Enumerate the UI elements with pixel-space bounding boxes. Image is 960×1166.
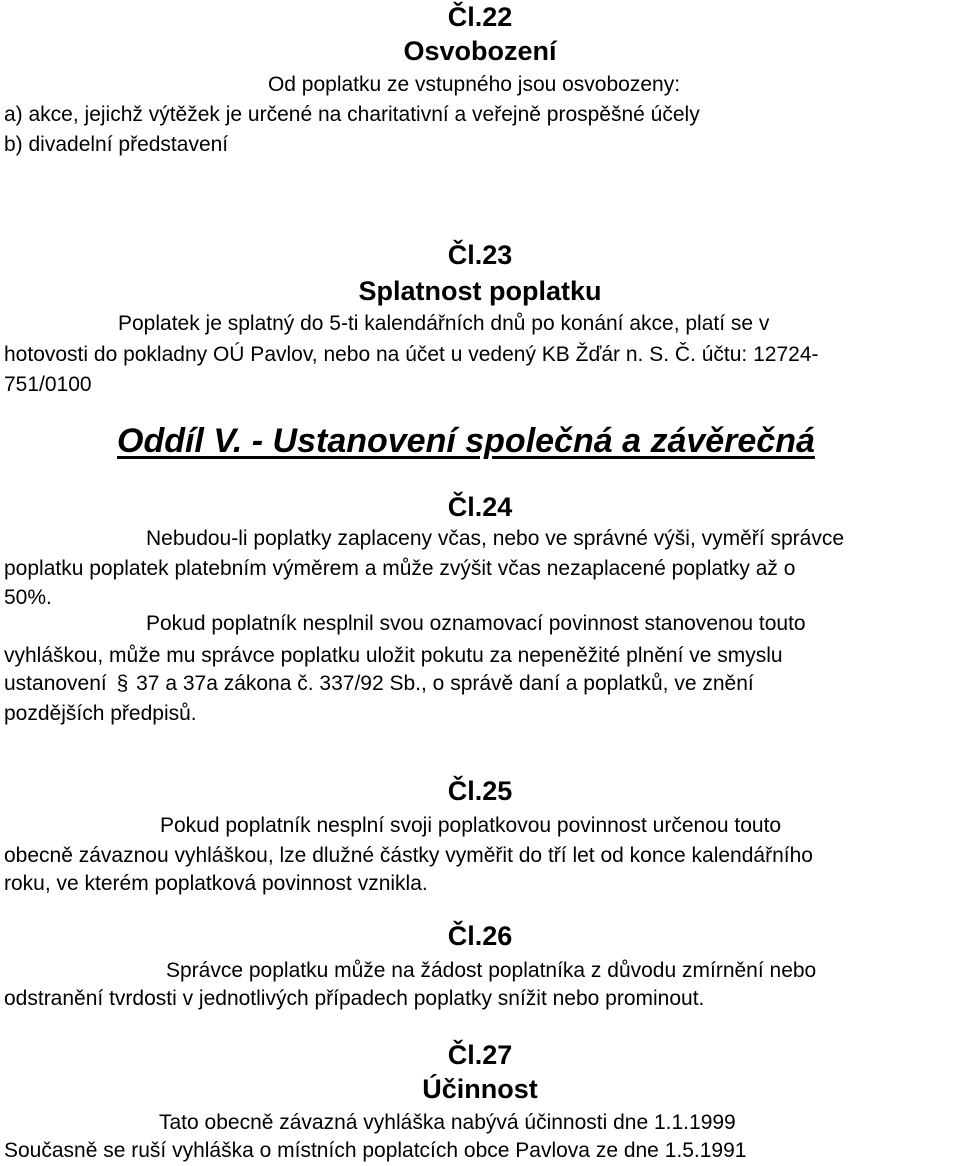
article-23-line-1: Poplatek je splatný do 5-ti kalendářních dnů po konání akce, platí se v <box>118 312 770 335</box>
article-24-p2-line-4: pozdějších předpisů. <box>4 702 197 725</box>
article-23-number: Čl.23 <box>447 240 513 270</box>
article-22-number: Čl.22 <box>447 2 513 32</box>
article-25-number: Čl.25 <box>447 776 513 806</box>
article-22-item-b: b) divadelní představení <box>4 133 229 156</box>
article-25-line-3: roku, ve kterém poplatková povinnost vznikla. <box>4 872 428 895</box>
article-24-number: Čl.24 <box>447 492 513 522</box>
article-23-title: Splatnost poplatku <box>358 276 602 306</box>
article-27-number: Čl.27 <box>447 1040 513 1070</box>
article-22-item-a: a) akce, jejichž výtěžek je určené na charitativní a veřejně prospěšné účely <box>4 103 700 126</box>
article-24-p1-line-3: 50%. <box>4 586 52 609</box>
article-24-p2-line-3-end: 37 a 37a zákona č. 337/92 Sb., o správě daní a poplatků, ve znění <box>136 672 754 695</box>
article-24-p2-line-1: Pokud poplatník nesplnil svou oznamovací povinnost stanovenou touto <box>146 612 806 635</box>
article-23-line-3: 751/0100 <box>4 373 92 396</box>
article-27-line-2: Současně se ruší vyhláška o místních poplatcích obce Pavlova ze dne 1.5.1991 <box>4 1139 747 1162</box>
section-5-heading: Oddíl V. - Ustanovení společná a závěrečná <box>117 422 815 460</box>
article-27-line-1: Tato obecně závazná vyhláška nabývá účinnosti dne 1.1.1999 <box>159 1111 736 1134</box>
article-22-title: Osvobození <box>403 36 557 66</box>
section-sign: § <box>116 672 129 695</box>
article-24-p2-line-3 <box>4 673 754 694</box>
article-22-intro: Od poplatku ze vstupného jsou osvobozeny: <box>267 73 681 96</box>
article-27-title: Účinnost <box>422 1074 538 1104</box>
article-26-line-1: Správce poplatku může na žádost poplatníka z důvodu zmírnění nebo <box>166 959 817 982</box>
article-23-line-2: hotovosti do pokladny OÚ Pavlov, nebo na účet u vedený KB Žďár n. S. Č. účtu: 12724- <box>4 343 819 366</box>
article-24-p1-line-2: poplatku poplatek platebním výměrem a může zvýšit včas nezaplacené poplatky až o <box>4 557 796 580</box>
article-26-number: Čl.26 <box>447 921 513 951</box>
article-24-p1-line-1: Nebudou-li poplatky zaplaceny včas, nebo ve správné výši, vyměří správce <box>146 527 845 550</box>
article-25-line-1: Pokud poplatník nesplní svoji poplatkovou povinnost určenou touto <box>160 814 782 837</box>
article-26-line-2: odstranění tvrdosti v jednotlivých případech poplatky snížit nebo prominout. <box>4 987 705 1010</box>
article-24-p2-line-3-start: ustanovení <box>4 672 107 695</box>
article-24-p2-line-2: vyhláškou, může mu správce poplatku uložit pokutu za nepeněžité plnění ve smyslu <box>4 644 783 667</box>
article-25-line-2: obecně závaznou vyhláškou, lze dlužné částky vyměřit do tří let od konce kalendářního <box>4 844 813 867</box>
